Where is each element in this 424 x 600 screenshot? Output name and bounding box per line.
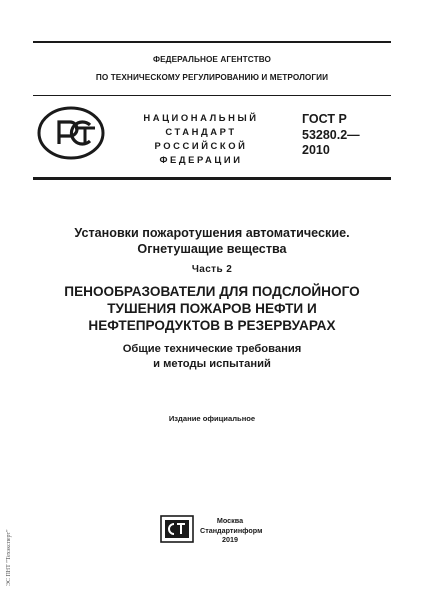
standard-kind-line: СТАНДАРТ	[165, 126, 237, 137]
top-rule	[33, 41, 391, 43]
standard-designation	[302, 112, 392, 159]
subtitle-line: и методы испытаний	[153, 358, 271, 370]
publisher-info	[200, 516, 263, 545]
standard-kind	[133, 111, 269, 167]
designation-line-1: ГОСТ Р	[302, 112, 347, 126]
side-watermark: ЭС ПНТ "Техэксперт"	[6, 529, 12, 586]
subtitle	[0, 342, 424, 372]
lower-block-rule	[33, 177, 391, 180]
edition-label: Издание официальное	[168, 414, 256, 423]
standartinform-logo-icon	[160, 515, 194, 543]
main-title-line: ПЕНООБРАЗОВАТЕЛИ ДЛЯ ПОДСЛОЙНОГО	[64, 284, 360, 299]
agency-line-1: ФЕДЕРАЛЬНОЕ АГЕНТСТВО	[153, 55, 271, 64]
title-line-2: Огнетушащие вещества	[137, 242, 287, 256]
main-title-line: НЕФТЕПРОДУКТОВ В РЕЗЕРВУАРАХ	[88, 318, 336, 333]
upper-block-rule	[33, 95, 391, 96]
standard-kind-line: НАЦИОНАЛЬНЫЙ	[143, 112, 259, 123]
publisher-name: Стандартинформ	[200, 525, 263, 535]
gost-r-emblem-icon	[37, 106, 105, 160]
designation-line-2: 53280.2—	[302, 127, 360, 142]
standard-kind-line: ФЕДЕРАЦИИ	[159, 154, 243, 165]
standard-kind-line: РОССИЙСКОЙ	[154, 140, 248, 151]
subtitle-line: Общие технические требования	[122, 343, 302, 355]
agency-line-2: ПО ТЕХНИЧЕСКОМУ РЕГУЛИРОВАНИЮ И МЕТРОЛОГИИ	[95, 73, 329, 82]
title-line-1: Установки пожаротушения автоматические.	[74, 226, 350, 240]
designation-line-3: 2010	[302, 143, 330, 157]
main-title	[0, 283, 424, 334]
main-title-line: ТУШЕНИЯ ПОЖАРОВ НЕФТИ И	[107, 301, 317, 316]
publisher-year: 2019	[222, 535, 238, 544]
part-label: Часть 2	[191, 264, 233, 275]
publisher-city: Москва	[216, 516, 244, 525]
